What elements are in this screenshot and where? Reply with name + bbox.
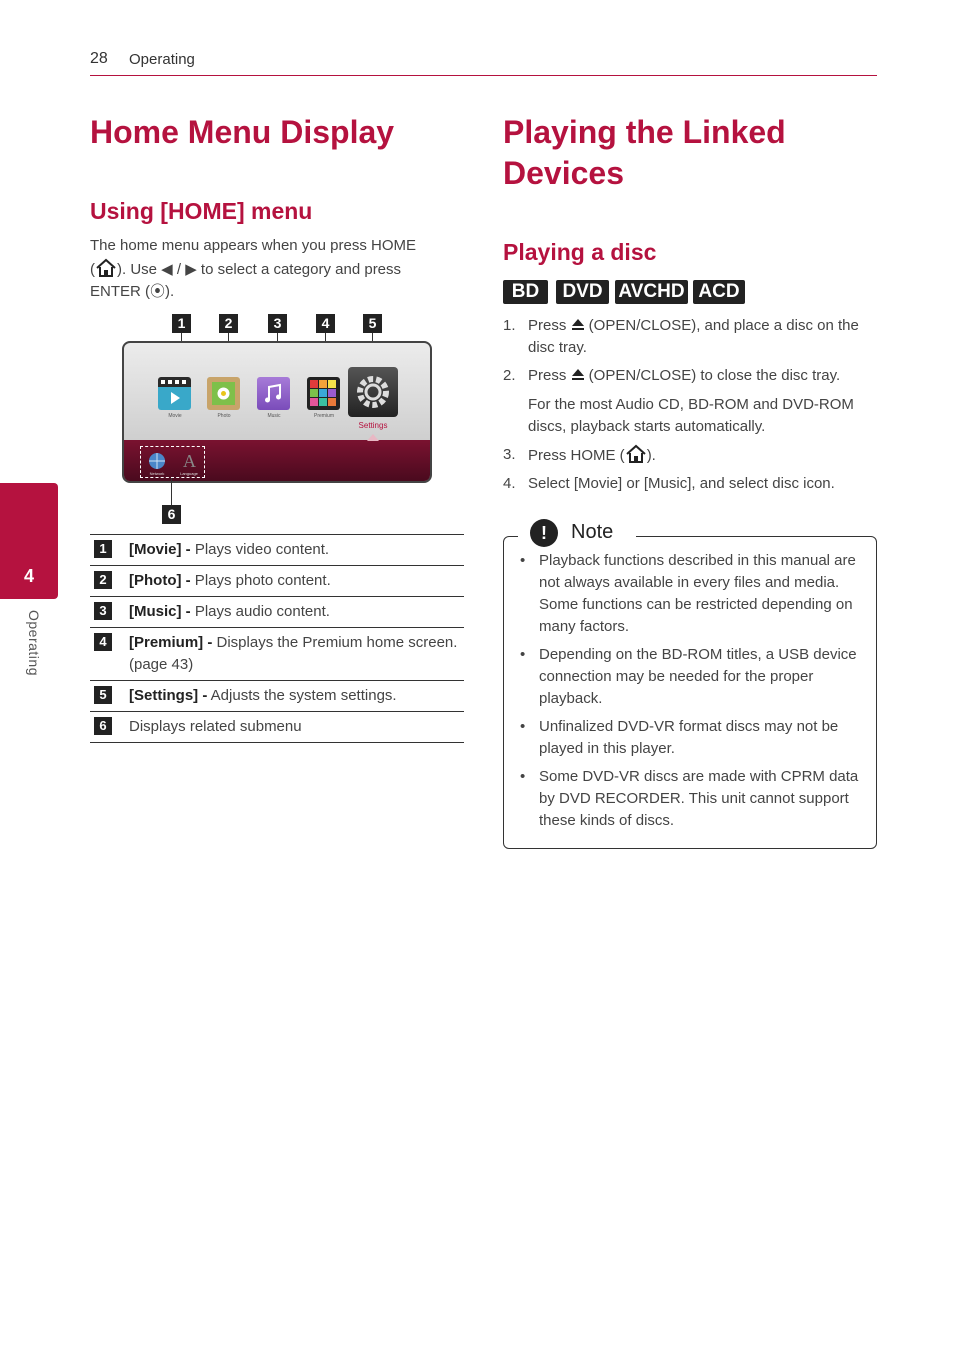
playing-linked-devices-title: [503, 112, 883, 194]
badge-bd: BD: [503, 280, 548, 304]
settings-icon: [348, 367, 398, 417]
intro-line-1: The home menu appears when you press HOME: [90, 237, 416, 254]
leader-line: [171, 478, 172, 505]
step-number: 3.: [503, 446, 516, 463]
playing-a-disc-heading: Playing a disc: [503, 239, 657, 265]
step-text-b: ).: [646, 447, 656, 464]
page-number: 28: [90, 50, 108, 67]
intro-open-paren: (: [90, 260, 95, 278]
premium-icon: [307, 377, 340, 410]
home-menu-intro: [90, 235, 460, 304]
legend-row-submenu: [90, 712, 464, 743]
home-menu-illustration: [122, 341, 432, 483]
legend-row-movie: [90, 535, 464, 566]
note-item: • Depending on the BD-ROM titles, a USB device connection may be needed for the proper playback.: [518, 644, 863, 710]
note-list: [518, 550, 863, 838]
step-number: 2.: [503, 367, 516, 384]
intro-line-3: ENTER (⦿).: [90, 283, 175, 300]
home-menu-title: Home Menu Display: [90, 114, 395, 150]
legend-number: 2: [94, 571, 112, 589]
note-header: [518, 518, 636, 548]
note-item: • Playback functions described in this manual are not always available in every files and media. Some functions can be restricted depending on many factors.: [518, 550, 863, 638]
menu-caption-network: Network: [149, 471, 165, 476]
legend-row-photo: [90, 566, 464, 597]
menu-caption-premium: Premium: [313, 413, 334, 419]
eject-icon: [571, 367, 585, 384]
note-exclamation-icon: !: [530, 519, 558, 547]
legend-row-settings: [90, 681, 464, 712]
menu-caption-photo: Photo: [217, 413, 231, 419]
menu-caption-language: Language: [180, 471, 198, 476]
note-title: Note: [571, 521, 614, 543]
home-icon: [95, 261, 117, 278]
step-number: 1.: [503, 317, 516, 334]
legend-number: 1: [94, 540, 112, 558]
legend-text: Displays related submenu: [129, 718, 302, 735]
badge-avchd: AVCHD: [615, 280, 688, 304]
submenu-selection-box: [140, 446, 205, 478]
legend-row-music: [90, 597, 464, 628]
badge-dvd: DVD: [556, 280, 609, 304]
legend-number: 4: [94, 633, 112, 651]
callout-3: 3: [268, 314, 287, 333]
menu-caption-settings: Settings: [358, 421, 388, 430]
badge-acd: ACD: [693, 280, 745, 304]
callout-4: 4: [316, 314, 335, 333]
step-number: 4.: [503, 475, 516, 492]
note-item: • Unfinalized DVD-VR format discs may not be played in this player.: [518, 716, 863, 760]
step-text: For the most Audio CD, BD-ROM and DVD-ROM discs, playback starts automatically.: [528, 396, 854, 435]
legend-number: 6: [94, 717, 112, 735]
header-section: Operating: [129, 51, 195, 68]
network-icon: [147, 451, 167, 471]
legend-text: Displays the Premium home screen. (page 43): [129, 634, 458, 673]
photo-icon: [207, 377, 240, 410]
using-home-menu-heading: Using [HOME] menu: [90, 198, 313, 224]
callout-6: 6: [162, 505, 181, 524]
legend-row-premium: [90, 628, 464, 681]
step-text: [528, 315, 878, 359]
music-icon: [257, 377, 290, 410]
step-text: Select [Movie] or [Music], and select disc icon.: [528, 475, 835, 492]
legend-text: Plays audio content.: [190, 603, 330, 620]
step-text-b: (OPEN/CLOSE) to close the disc tray.: [584, 367, 841, 384]
home-menu-legend-table: [90, 534, 464, 743]
legend-text: Plays video content.: [190, 541, 330, 558]
legend-text: Plays photo content.: [190, 572, 331, 589]
step-text: [528, 365, 878, 387]
menu-caption-movie: Movie: [168, 413, 182, 419]
intro-line-2-text: ). Use ◀ / ▶ to select a category and press: [117, 260, 402, 278]
legend-key: [Music] -: [129, 603, 191, 620]
movie-icon: [158, 377, 191, 410]
callout-1: 1: [172, 314, 191, 333]
chapter-number: 4: [23, 566, 34, 586]
callout-5: 5: [363, 314, 382, 333]
note-item: • Some DVD-VR discs are made with CPRM data by DVD RECORDER. This unit cannot support these kinds of discs.: [518, 766, 863, 832]
step-text-a: Press: [528, 317, 571, 334]
home-icon: [625, 447, 647, 464]
step-text-a: Press: [528, 367, 571, 384]
legend-number: 3: [94, 602, 112, 620]
eject-icon: [571, 317, 585, 334]
page-header: [90, 48, 877, 76]
callout-2: 2: [219, 314, 238, 333]
svg-text:A: A: [183, 451, 196, 470]
menu-caption-music: Music: [267, 413, 281, 419]
intro-line-2: [90, 258, 460, 282]
legend-key: [Movie] -: [129, 541, 191, 558]
legend-key: [Photo] -: [129, 572, 191, 589]
step-text-a: Press HOME (: [528, 447, 625, 464]
legend-key: [Settings] -: [129, 687, 208, 704]
chapter-label-text: Operating: [26, 610, 42, 676]
title-line-2: Devices: [503, 155, 624, 191]
legend-number: 5: [94, 686, 112, 704]
step-text-b: (OPEN/CLOSE), and place a disc on the disc tray.: [528, 317, 859, 356]
language-icon: [179, 450, 199, 470]
legend-text: Adjusts the system settings.: [207, 687, 397, 704]
chapter-label: [26, 610, 46, 700]
selection-pointer-icon: [367, 434, 379, 441]
legend-key: [Premium] -: [129, 634, 213, 651]
title-line-1: Playing the Linked: [503, 114, 786, 150]
chapter-tab: [0, 483, 58, 599]
step-text: [528, 444, 878, 467]
